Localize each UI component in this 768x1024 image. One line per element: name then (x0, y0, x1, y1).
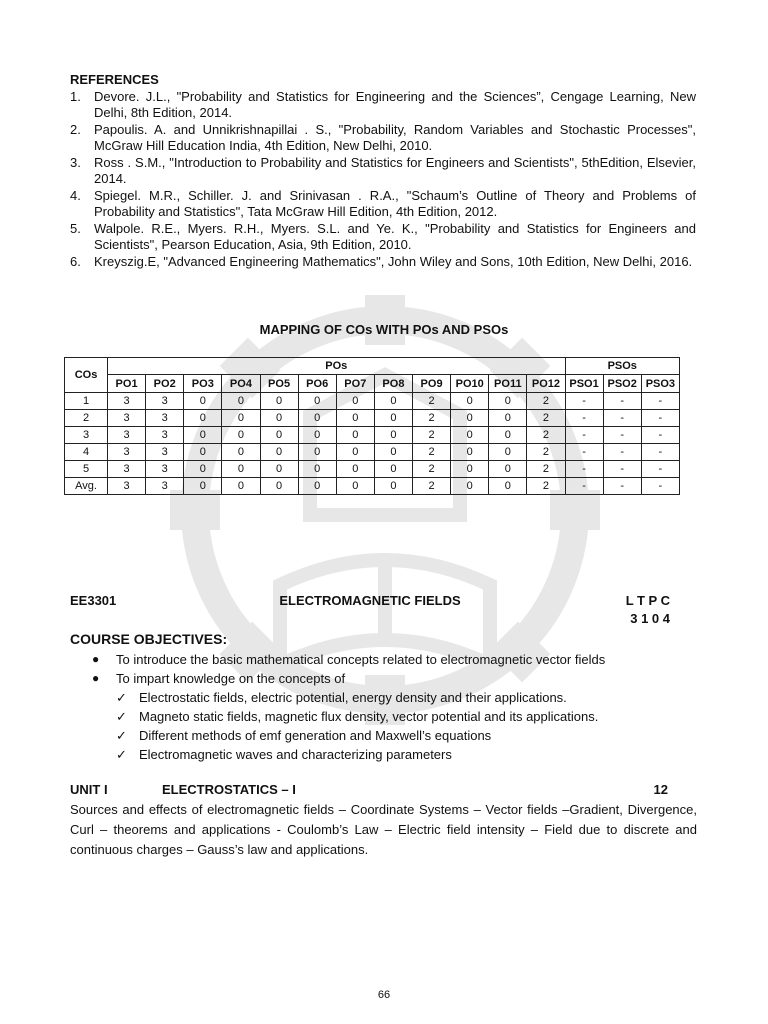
mapping-cell: 0 (336, 410, 374, 427)
objective-subitems (116, 688, 598, 764)
mapping-cell: 0 (260, 461, 298, 478)
mapping-cell: 0 (298, 444, 336, 461)
mapping-cell: - (565, 461, 603, 478)
mapping-cell: 0 (451, 461, 489, 478)
unit-title: ELECTROSTATICS – I (162, 782, 296, 797)
unit-label: UNIT I (70, 782, 108, 797)
unit-syllabus-text: Sources and effects of electromagnetic fields – Coordinate Systems – Vector fields –Gradient, Divergence, Curl – theorems and applications - Coulomb’s Law – Electric field intensity – Field due to discrete and continuous charges – Gauss’s law and applications. (70, 802, 697, 857)
mapping-cell: 3 (146, 478, 184, 495)
reference-item: 2. Papoulis. A. and Unnikrishnapillai . S., "Probability, Random Variables and Stochastic Processes", McGraw Hill Education India, 4th Edition, New Delhi, 2010. (70, 122, 696, 153)
mapping-cell: 0 (374, 444, 412, 461)
mapping-cell: 0 (374, 461, 412, 478)
cos-header: COs (65, 358, 108, 393)
mapping-cell: 0 (489, 427, 527, 444)
mapping-cell: 0 (222, 410, 260, 427)
reference-item: 3. Ross . S.M., "Introduction to Probability and Statistics for Engineers and Scientists", 5thEdition, Elsevier, 2014. (70, 155, 696, 186)
mapping-cell: 0 (451, 393, 489, 410)
mapping-cell: 0 (184, 461, 222, 478)
mapping-cell: 0 (374, 478, 412, 495)
co-cell: 3 (65, 427, 108, 444)
mapping-cell: 0 (260, 444, 298, 461)
mapping-cell: 0 (184, 478, 222, 495)
mapping-cell: 3 (146, 410, 184, 427)
co-cell: Avg. (65, 478, 108, 495)
mapping-cell: 0 (298, 393, 336, 410)
table-row (65, 461, 680, 478)
mapping-cell: 3 (146, 393, 184, 410)
column-header: PO11 (489, 375, 527, 393)
table-row (65, 478, 680, 495)
mapping-cell: 0 (489, 410, 527, 427)
mapping-cell: - (641, 410, 679, 427)
mapping-cell: - (603, 461, 641, 478)
table-row (65, 393, 680, 410)
checkmark-icon: ✓ (116, 709, 127, 724)
objective-item: ● To impart knowledge on the concepts of (92, 671, 346, 686)
column-header: PO3 (184, 375, 222, 393)
mapping-cell: 0 (184, 444, 222, 461)
mapping-cell: 0 (184, 427, 222, 444)
mapping-cell: 0 (451, 478, 489, 495)
objective-subitem: ✓ Electrostatic fields, electric potential, energy density and their applications. (116, 690, 567, 705)
mapping-cell: 0 (489, 444, 527, 461)
mapping-cell: 0 (222, 427, 260, 444)
column-header: PO12 (527, 375, 565, 393)
mapping-cell: 3 (108, 444, 146, 461)
column-header: PSO2 (603, 375, 641, 393)
column-header: PSO1 (565, 375, 603, 393)
mapping-cell: - (641, 427, 679, 444)
mapping-cell: - (641, 393, 679, 410)
table-row (65, 427, 680, 444)
mapping-cell: 3 (146, 427, 184, 444)
mapping-cell: 2 (413, 393, 451, 410)
reference-item: 1. Devore. J.L., "Probability and Statistics for Engineering and the Sciences”, Cengage Learning, New Delhi, 8th Edition, 2014. (70, 89, 696, 120)
mapping-cell: 0 (489, 478, 527, 495)
column-header: PO8 (374, 375, 412, 393)
mapping-cell: 0 (451, 444, 489, 461)
mapping-title: MAPPING OF COs WITH POs AND PSOs (259, 322, 509, 337)
bullet-icon: ● (92, 671, 100, 685)
co-cell: 2 (65, 410, 108, 427)
mapping-cell: 2 (413, 444, 451, 461)
mapping-cell: - (603, 427, 641, 444)
mapping-cell: - (565, 478, 603, 495)
co-po-mapping-table (64, 357, 680, 495)
table-row (65, 444, 680, 461)
column-header: PO5 (260, 375, 298, 393)
column-header: PO1 (108, 375, 146, 393)
course-name: ELECTROMAGNETIC FIELDS (279, 593, 461, 608)
mapping-cell: 0 (298, 461, 336, 478)
column-header: PO2 (146, 375, 184, 393)
mapping-table-body (65, 393, 680, 495)
mapping-cell: 2 (527, 478, 565, 495)
objectives-list (92, 650, 605, 688)
mapping-cell: 0 (336, 478, 374, 495)
objectives-heading: COURSE OBJECTIVES: (70, 631, 228, 647)
mapping-cell: - (641, 444, 679, 461)
mapping-cell: - (565, 410, 603, 427)
bullet-icon: ● (92, 652, 100, 666)
ltpc-label: L T P C (625, 593, 670, 608)
mapping-cell: 2 (413, 427, 451, 444)
mapping-cell: 3 (146, 444, 184, 461)
mapping-cell: - (641, 461, 679, 478)
mapping-cell: 0 (374, 427, 412, 444)
mapping-cell: 0 (298, 410, 336, 427)
column-header: PO10 (451, 375, 489, 393)
mapping-cell: 0 (222, 461, 260, 478)
column-header: PO6 (298, 375, 336, 393)
objective-subitem: ✓ Magneto static fields, magnetic flux density, vector potential and its applications. (116, 709, 599, 724)
objective-subitem: ✓ Electromagnetic waves and characterizing parameters (116, 747, 452, 762)
checkmark-icon: ✓ (116, 747, 127, 762)
mapping-cell: - (603, 478, 641, 495)
pos-header: POs (108, 358, 566, 375)
mapping-cell: 2 (413, 410, 451, 427)
reference-item: 5. Walpole. R.E., Myers. R.H., Myers. S.L. and Ye. K., "Probability and Statistics for Engineers and Scientists", Pearson Education, Asia, 9th Edition, 2010. (70, 221, 696, 252)
objective-item: ● To introduce the basic mathematical concepts related to electromagnetic vector fields (92, 652, 606, 667)
mapping-cell: 0 (260, 427, 298, 444)
mapping-cell: 0 (222, 393, 260, 410)
column-header: PSO3 (641, 375, 679, 393)
mapping-cell: 3 (108, 427, 146, 444)
mapping-cell: - (565, 427, 603, 444)
mapping-cell: 0 (336, 393, 374, 410)
mapping-cell: 0 (298, 427, 336, 444)
page-number: 66 (377, 989, 391, 1001)
mapping-cell: 2 (527, 410, 565, 427)
mapping-cell: 2 (527, 461, 565, 478)
mapping-cell: - (565, 444, 603, 461)
mapping-cell: 3 (108, 478, 146, 495)
mapping-cell: 3 (146, 461, 184, 478)
mapping-cell: 2 (413, 478, 451, 495)
mapping-cell: 0 (260, 478, 298, 495)
mapping-cell: - (603, 393, 641, 410)
mapping-cell: 0 (451, 427, 489, 444)
checkmark-icon: ✓ (116, 690, 127, 705)
mapping-cell: 0 (489, 393, 527, 410)
table-row (65, 410, 680, 427)
column-header: PO4 (222, 375, 260, 393)
column-header: PO9 (413, 375, 451, 393)
objective-subitem: ✓ Different methods of emf generation and Maxwell’s equations (116, 728, 492, 743)
mapping-cell: - (641, 478, 679, 495)
mapping-cell: 0 (489, 461, 527, 478)
mapping-cell: 0 (260, 393, 298, 410)
mapping-cell: 0 (336, 461, 374, 478)
mapping-cell: 0 (336, 444, 374, 461)
mapping-cell: 0 (298, 478, 336, 495)
mapping-cell: - (603, 444, 641, 461)
unit-hours: 12 (653, 782, 668, 797)
checkmark-icon: ✓ (116, 728, 127, 743)
reference-item: 6. Kreyszig.E, "Advanced Engineering Mathematics", John Wiley and Sons, 10th Edition, New Delhi, 2016. (70, 254, 693, 269)
mapping-cell: 2 (527, 393, 565, 410)
co-cell: 5 (65, 461, 108, 478)
mapping-cell: 0 (374, 393, 412, 410)
ltpc-values: 3 1 0 4 (630, 611, 670, 626)
mapping-cell: 2 (413, 461, 451, 478)
mapping-cell: 0 (260, 410, 298, 427)
references-heading: REFERENCES (70, 72, 159, 87)
mapping-cell: 2 (527, 444, 565, 461)
co-cell: 1 (65, 393, 108, 410)
mapping-cell: 3 (108, 393, 146, 410)
mapping-cell: 0 (184, 393, 222, 410)
mapping-cell: 3 (108, 461, 146, 478)
mapping-cell: 2 (527, 427, 565, 444)
references-list (70, 89, 696, 271)
mapping-cell: - (603, 410, 641, 427)
psos-header: PSOs (565, 358, 680, 375)
mapping-cell: 0 (222, 478, 260, 495)
mapping-cell: - (565, 393, 603, 410)
course-code: EE3301 (70, 593, 117, 608)
mapping-cell: 0 (222, 444, 260, 461)
column-header-row (65, 375, 680, 393)
mapping-cell: 0 (184, 410, 222, 427)
mapping-cell: 0 (451, 410, 489, 427)
mapping-cell: 0 (336, 427, 374, 444)
mapping-cell: 3 (108, 410, 146, 427)
co-cell: 4 (65, 444, 108, 461)
mapping-cell: 0 (374, 410, 412, 427)
column-header: PO7 (336, 375, 374, 393)
reference-item: 4. Spiegel. M.R., Schiller. J. and Srinivasan . R.A., "Schaum’s Outline of Theory and Problems of Probability and Statistics", Tata McGraw Hill Edition, 4th Edition, 2012. (70, 188, 696, 219)
